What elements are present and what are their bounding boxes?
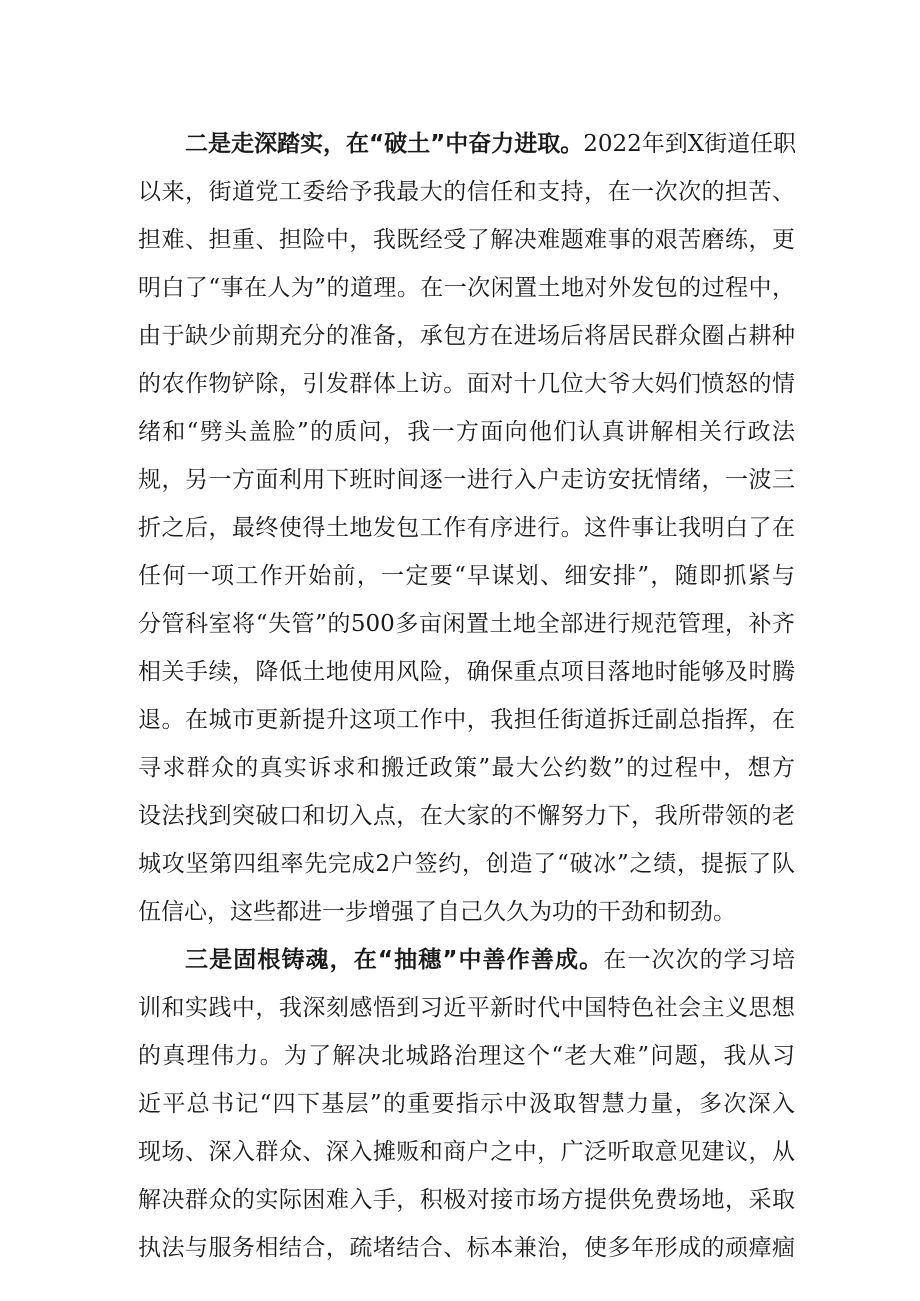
text-line: 设法找到突破口和切入点，在大家的不懈努力下，我所带领的老	[138, 803, 795, 829]
text-line: 以来，街道党工委给予我最大的信任和支持，在一次次的担苦、	[138, 179, 795, 205]
text-line: 退。在城市更新提升这项工作中，我担任街道拆迁副总指挥，在	[138, 707, 795, 733]
text-line: 规，另一方面利用下班时间逐一进行入户走访安抚情绪，一波三	[138, 467, 795, 493]
text-line: 现场、深入群众、深入摊贩和商户之中，广泛听取意见建议，从	[138, 1139, 795, 1165]
text-line: 训和实践中，我深刻感悟到习近平新时代中国特色社会主义思想	[138, 995, 795, 1021]
text-line: 的真理伟力。为了解决北城路治理这个“老大难”问题，我从习	[138, 1043, 795, 1069]
text-line: 绪和“劈头盖脸”的质问，我一方面向他们认真讲解相关行政法	[138, 419, 795, 445]
text-line: 解决群众的实际困难入手，积极对接市场方提供免费场地，采取	[138, 1187, 795, 1213]
text-line: 近平总书记“四下基层”的重要指示中汲取智慧力量，多次深入	[138, 1091, 795, 1117]
text-line: 明白了“事在人为”的道理。在一次闲置土地对外发包的过程中，	[138, 275, 795, 301]
text-line: 城攻坚第四组率先完成2户签约，创造了“破冰”之绩，提振了队	[138, 851, 795, 877]
paragraph-1-lead: 二是走深踏实，在“破土”中奋力进取。	[185, 131, 584, 157]
paragraph-2-lead: 三是固根铸魂，在“抽穗”中善作善成。	[185, 947, 604, 973]
paragraph-1-first-line	[185, 124, 795, 164]
paragraph-2-first-line	[185, 940, 795, 980]
text-line: 的农作物铲除，引发群体上访。面对十几位大爷大妈们愤怒的情	[138, 371, 795, 397]
text-line: 担难、担重、担险中，我既经受了解决难题难事的艰苦磨练，更	[138, 227, 795, 253]
text-line: 执法与服务相结合，疏堵结合、标本兼治，使多年形成的顽瘴痼	[138, 1235, 795, 1261]
paragraph-2-first-line-text: 在一次次的学习培	[603, 947, 796, 973]
text-line: 寻求群众的真实诉求和搬迁政策”最大公约数”的过程中，想方	[138, 755, 795, 781]
text-line: 相关手续，降低土地使用风险，确保重点项目落地时能够及时腾	[138, 659, 795, 685]
text-line: 折之后，最终使得土地发包工作有序进行。这件事让我明白了在	[138, 515, 795, 541]
text-line: 伍信心，这些都进一步增强了自己久久为功的干劲和韧劲。	[138, 899, 736, 925]
paragraph-1-first-line-text: 2022年到X街道任职	[583, 131, 797, 157]
text-line: 由于缺少前期充分的准备，承包方在进场后将居民群众圈占耕种	[138, 323, 795, 349]
text-line: 分管科室将“失管”的500多亩闲置土地全部进行规范管理，补齐	[138, 611, 795, 637]
text-line: 任何一项工作开始前，一定要“早谋划、细安排”，随即抓紧与	[138, 563, 795, 589]
